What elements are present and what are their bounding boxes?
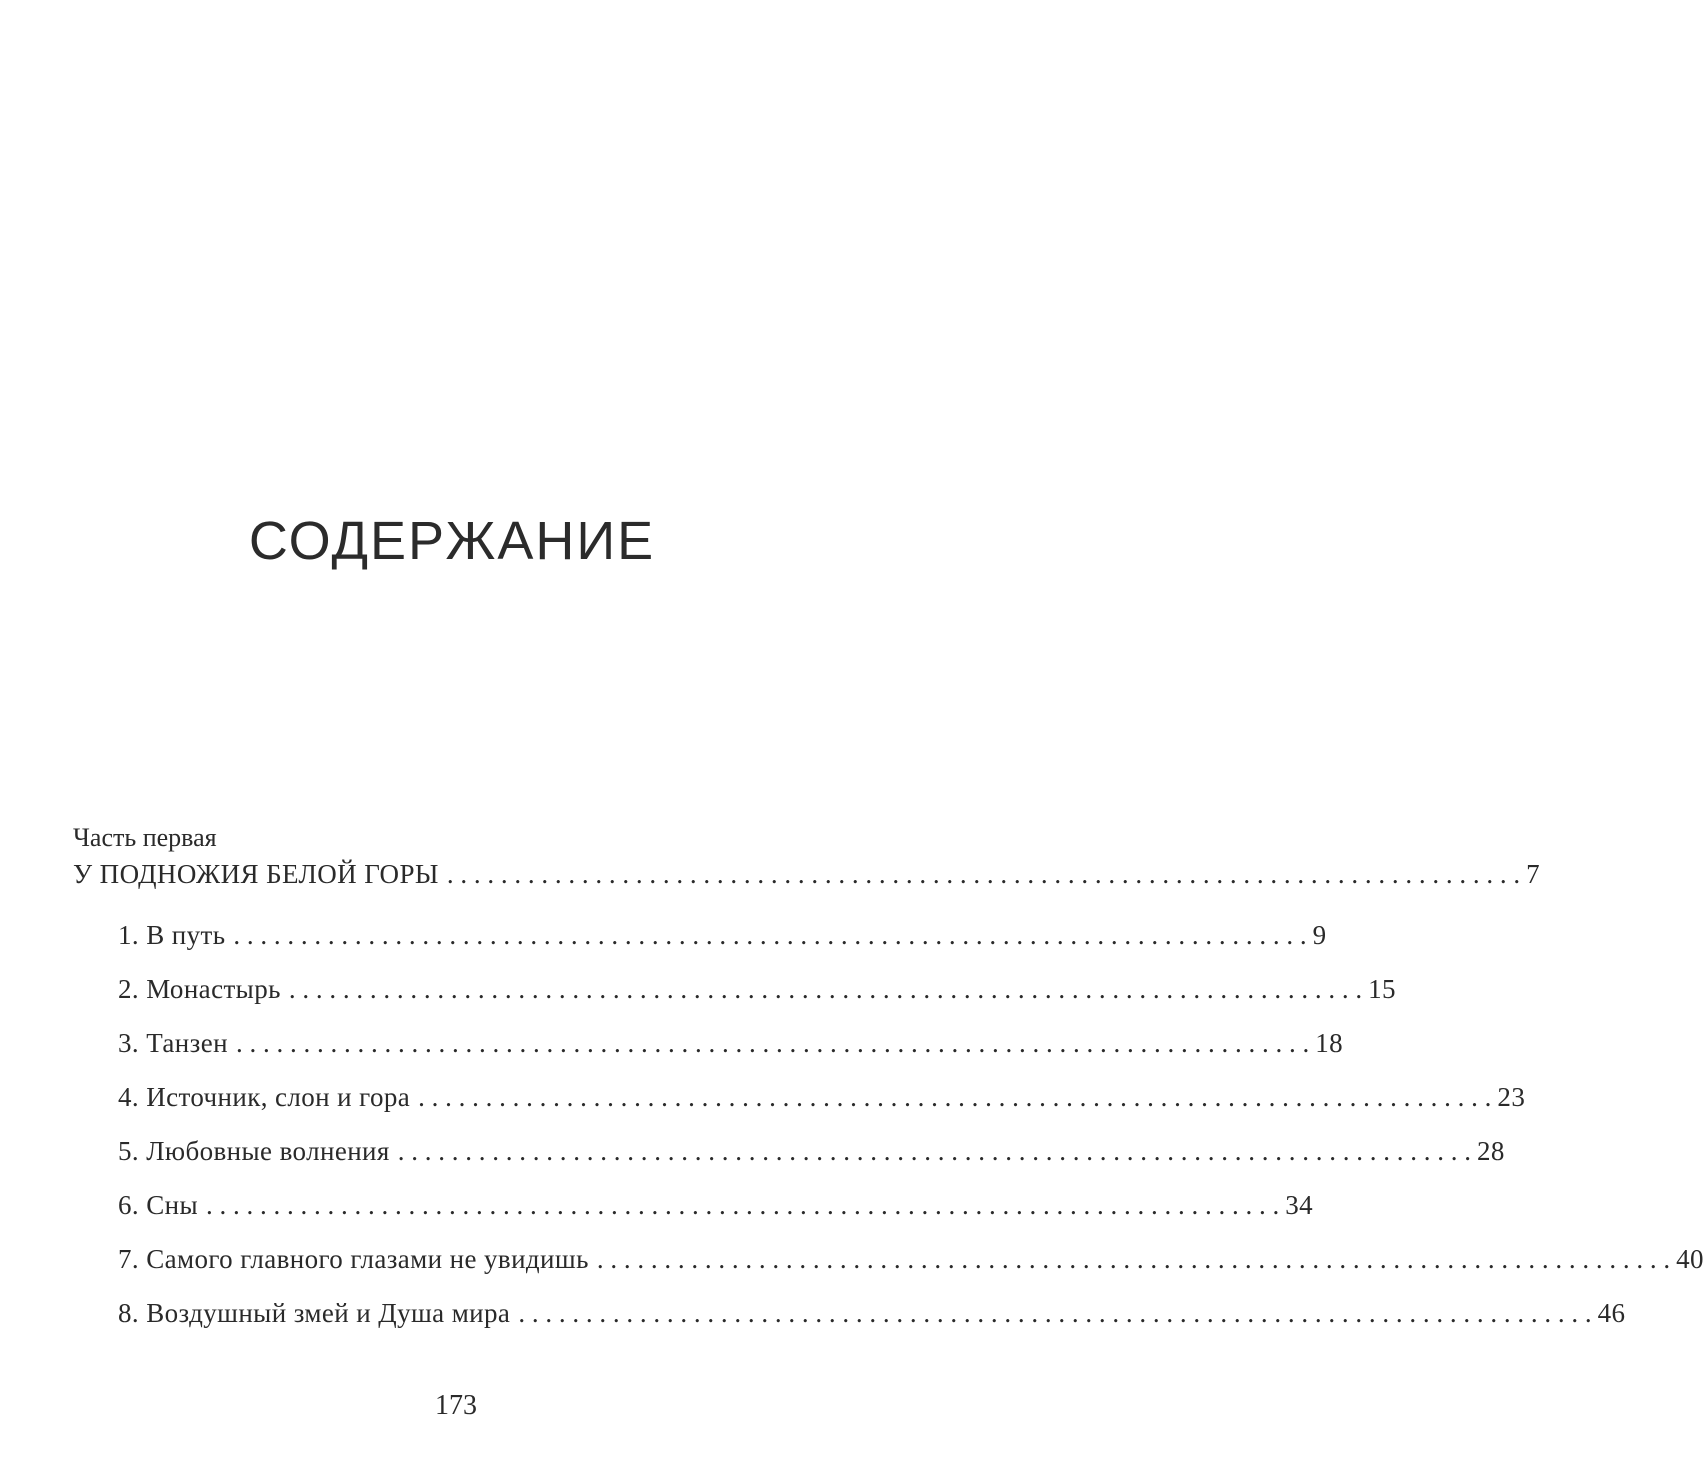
entry-label: 1. В путь	[118, 920, 226, 950]
entry-page: 15	[1368, 974, 1396, 1004]
toc-entry[interactable]	[73, 1070, 1526, 1124]
dot-leader: . . . . . . . . . . . . . . . . . . . . . . . . . . . . . . . . . . . . . . . . . . . . . . . . . . . . . . . . . . . . . . . . . . . . . . . . . . . . . . . .	[233, 920, 1307, 950]
dot-leader: . . . . . . . . . . . . . . . . . . . . . . . . . . . . . . . . . . . . . . . . . . . . . . . . . . . . . . . . . . . . . . . . . . . . . . . . . . . . . . . .	[446, 859, 1521, 889]
entry-page: 7	[1526, 859, 1540, 889]
toc-entry[interactable]	[73, 1232, 1704, 1286]
dot-leader: . . . . . . . . . . . . . . . . . . . . . . . . . . . . . . . . . . . . . . . . . . . . . . . . . . . . . . . . . . . . . . . . . . . . . . . . . . . . . . . .	[596, 1244, 1671, 1274]
entry-label: 3. Танзен	[118, 1028, 228, 1058]
entry-page: 34	[1285, 1190, 1314, 1220]
toc-entry[interactable]	[73, 1286, 1626, 1340]
dot-leader: . . . . . . . . . . . . . . . . . . . . . . . . . . . . . . . . . . . . . . . . . . . . . . . . . . . . . . . . . . . . . . . . . . . . . . . . . . . . . . . .	[235, 1028, 1310, 1058]
toc-entry[interactable]	[73, 1016, 1344, 1070]
entry-page: 18	[1315, 1028, 1344, 1058]
entry-page: 9	[1312, 920, 1327, 950]
entry-label: У ПОДНОЖИЯ БЕЛОЙ ГОРЫ	[73, 859, 439, 889]
entry-label: 8. Воздушный змей и Душа мира	[118, 1298, 511, 1328]
entry-page: 46	[1597, 1298, 1626, 1328]
entry-page: 40	[1676, 1244, 1704, 1274]
entry-label: 7. Самого главного глазами не увидишь	[118, 1244, 589, 1274]
dot-leader: . . . . . . . . . . . . . . . . . . . . . . . . . . . . . . . . . . . . . . . . . . . . . . . . . . . . . . . . . . . . . . . . . . . . . . . . . . . . . . . .	[206, 1190, 1280, 1220]
toc-entry[interactable]	[73, 1178, 1314, 1232]
dot-leader: . . . . . . . . . . . . . . . . . . . . . . . . . . . . . . . . . . . . . . . . . . . . . . . . . . . . . . . . . . . . . . . . . . . . . . . . . . . . . . . .	[397, 1136, 1471, 1166]
table-of-contents	[73, 820, 1704, 1340]
entry-label: 5. Любовные волнения	[118, 1136, 390, 1166]
dot-leader: . . . . . . . . . . . . . . . . . . . . . . . . . . . . . . . . . . . . . . . . . . . . . . . . . . . . . . . . . . . . . . . . . . . . . . . . . . . . . . . .	[418, 1082, 1492, 1112]
toc-entry[interactable]	[73, 962, 1396, 1016]
part-heading-entry[interactable]	[73, 856, 1540, 892]
toc-entry[interactable]	[73, 1124, 1505, 1178]
entry-label: 4. Источник, слон и гора	[118, 1082, 411, 1112]
dot-leader: . . . . . . . . . . . . . . . . . . . . . . . . . . . . . . . . . . . . . . . . . . . . . . . . . . . . . . . . . . . . . . . . . . . . . . . . . . . . . . . .	[288, 974, 1363, 1004]
entry-page: 28	[1476, 1136, 1505, 1166]
entry-label: 6. Сны	[118, 1190, 198, 1220]
entry-page: 23	[1497, 1082, 1526, 1112]
part-label: Часть первая	[73, 823, 217, 852]
page-number: 173	[435, 1390, 477, 1421]
toc-entry[interactable]	[73, 908, 1327, 962]
entry-label: 2. Монастырь	[118, 974, 281, 1004]
page-title: СОДЕРЖАНИЕ	[248, 511, 656, 571]
dot-leader: . . . . . . . . . . . . . . . . . . . . . . . . . . . . . . . . . . . . . . . . . . . . . . . . . . . . . . . . . . . . . . . . . . . . . . . . . . . . . . . .	[518, 1298, 1592, 1328]
